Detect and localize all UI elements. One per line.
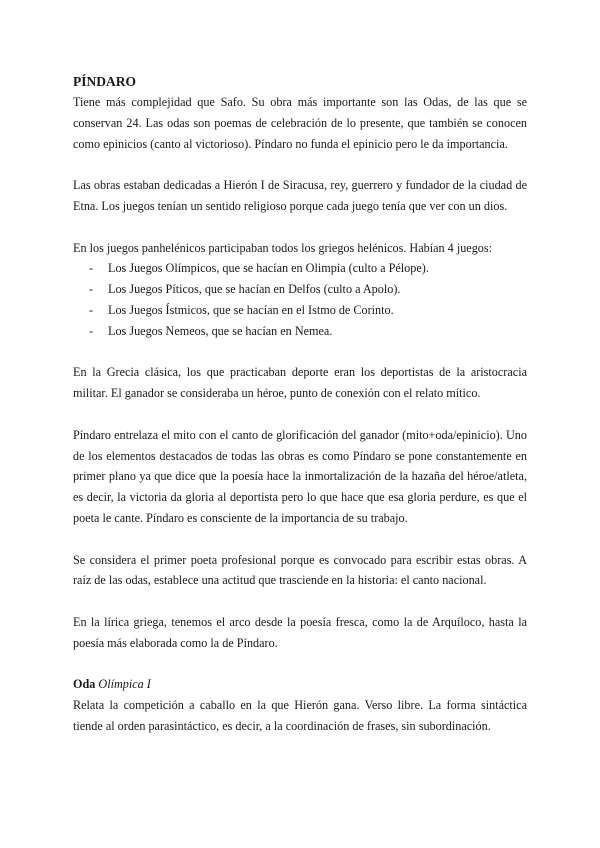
paragraph-oda: Relata la competición a caballo en la que Hierón gana. Verso libre. La forma sintáctica tiende al orden parasintáctico, es decir, a la coordinación de frases, sin subordinación. bbox=[73, 698, 527, 733]
list-marker: - bbox=[89, 302, 94, 317]
spacer bbox=[73, 154, 527, 175]
list-item bbox=[73, 258, 527, 279]
paragraph-classical: En la Grecia clásica, los que practicaban deporte eran los deportistas de la aristocracia militar. El ganador se consideraba un héroe, punto de conexión con el relato mítico. bbox=[73, 365, 527, 401]
games-list bbox=[73, 258, 527, 341]
spacer bbox=[73, 529, 527, 550]
paragraph-dedication: Las obras estaban dedicadas a Hierón I de Siracusa, rey, guerrero y fundador de la ciudad de Etna. Los juegos tenían un sentido religioso porque cada juego tenía que ver con un dios. bbox=[73, 178, 527, 213]
spacer bbox=[73, 654, 527, 675]
list-item-text: Los Juegos Nemeos, que se hacían en Nemea. bbox=[108, 323, 333, 338]
spacer bbox=[73, 342, 527, 363]
list-item-text: Los Juegos Olímpicos, que se hacían en Olimpia (culto a Pélope). bbox=[108, 261, 429, 276]
spacer bbox=[73, 404, 527, 425]
paragraph-intro: Tiene más complejidad que Safo. Su obra más importante son las Odas, de las que se conservan 24. Las odas son poemas de celebración de lo presente, que también se conocen como epinicios (canto al victorioso). Píndaro no funda el epinicio pero le da importancia. bbox=[73, 95, 527, 151]
list-marker: - bbox=[89, 323, 94, 338]
spacer bbox=[73, 217, 527, 238]
page-title: PÍNDARO bbox=[73, 74, 136, 89]
paragraph-myth: Píndaro entrelaza el mito con el canto de glorificación del ganador (mito+oda/epinicio). Uno de los elementos destacados de todas las obras es como Píndaro se pone constantemente en primer plano ya que dice que la poesía hace la inmortalización de la hazaña del héroe/atleta, es decir, la victoria da gloria al deportista pero lo que hace que esa gloria perdure, es que el poeta le cante. Píndaro es consciente de la importancia de su trabajo. bbox=[73, 427, 527, 525]
document-page bbox=[73, 72, 527, 737]
list-item-text: Los Juegos Ístmicos, que se hacían en el Istmo de Corinto. bbox=[108, 302, 394, 317]
list-item-text: Los Juegos Píticos, que se hacían en Delfos (culto a Apolo). bbox=[108, 282, 401, 297]
spacer bbox=[73, 591, 527, 612]
list-item bbox=[73, 321, 527, 342]
oda-heading bbox=[73, 674, 527, 695]
oda-heading-italic: Olímpica I bbox=[98, 677, 151, 692]
oda-heading-bold: Oda bbox=[73, 677, 96, 692]
list-marker: - bbox=[89, 282, 94, 297]
paragraph-games-intro: En los juegos panhelénicos participaban todos los griegos helénicos. Habían 4 juegos: bbox=[73, 240, 493, 255]
list-item bbox=[73, 300, 527, 321]
list-item bbox=[73, 279, 527, 300]
list-marker: - bbox=[89, 261, 94, 276]
paragraph-professional: Se considera el primer poeta profesional porque es convocado para escribir estas obras. A raíz de las odas, establece una actitud que trasciende en la historia: el canto nacional. bbox=[73, 552, 527, 588]
paragraph-lyric: En la lírica griega, tenemos el arco desde la poesía fresca, como la de Arquíloco, hasta la poesía más elaborada como la de Píndaro. bbox=[73, 614, 527, 650]
